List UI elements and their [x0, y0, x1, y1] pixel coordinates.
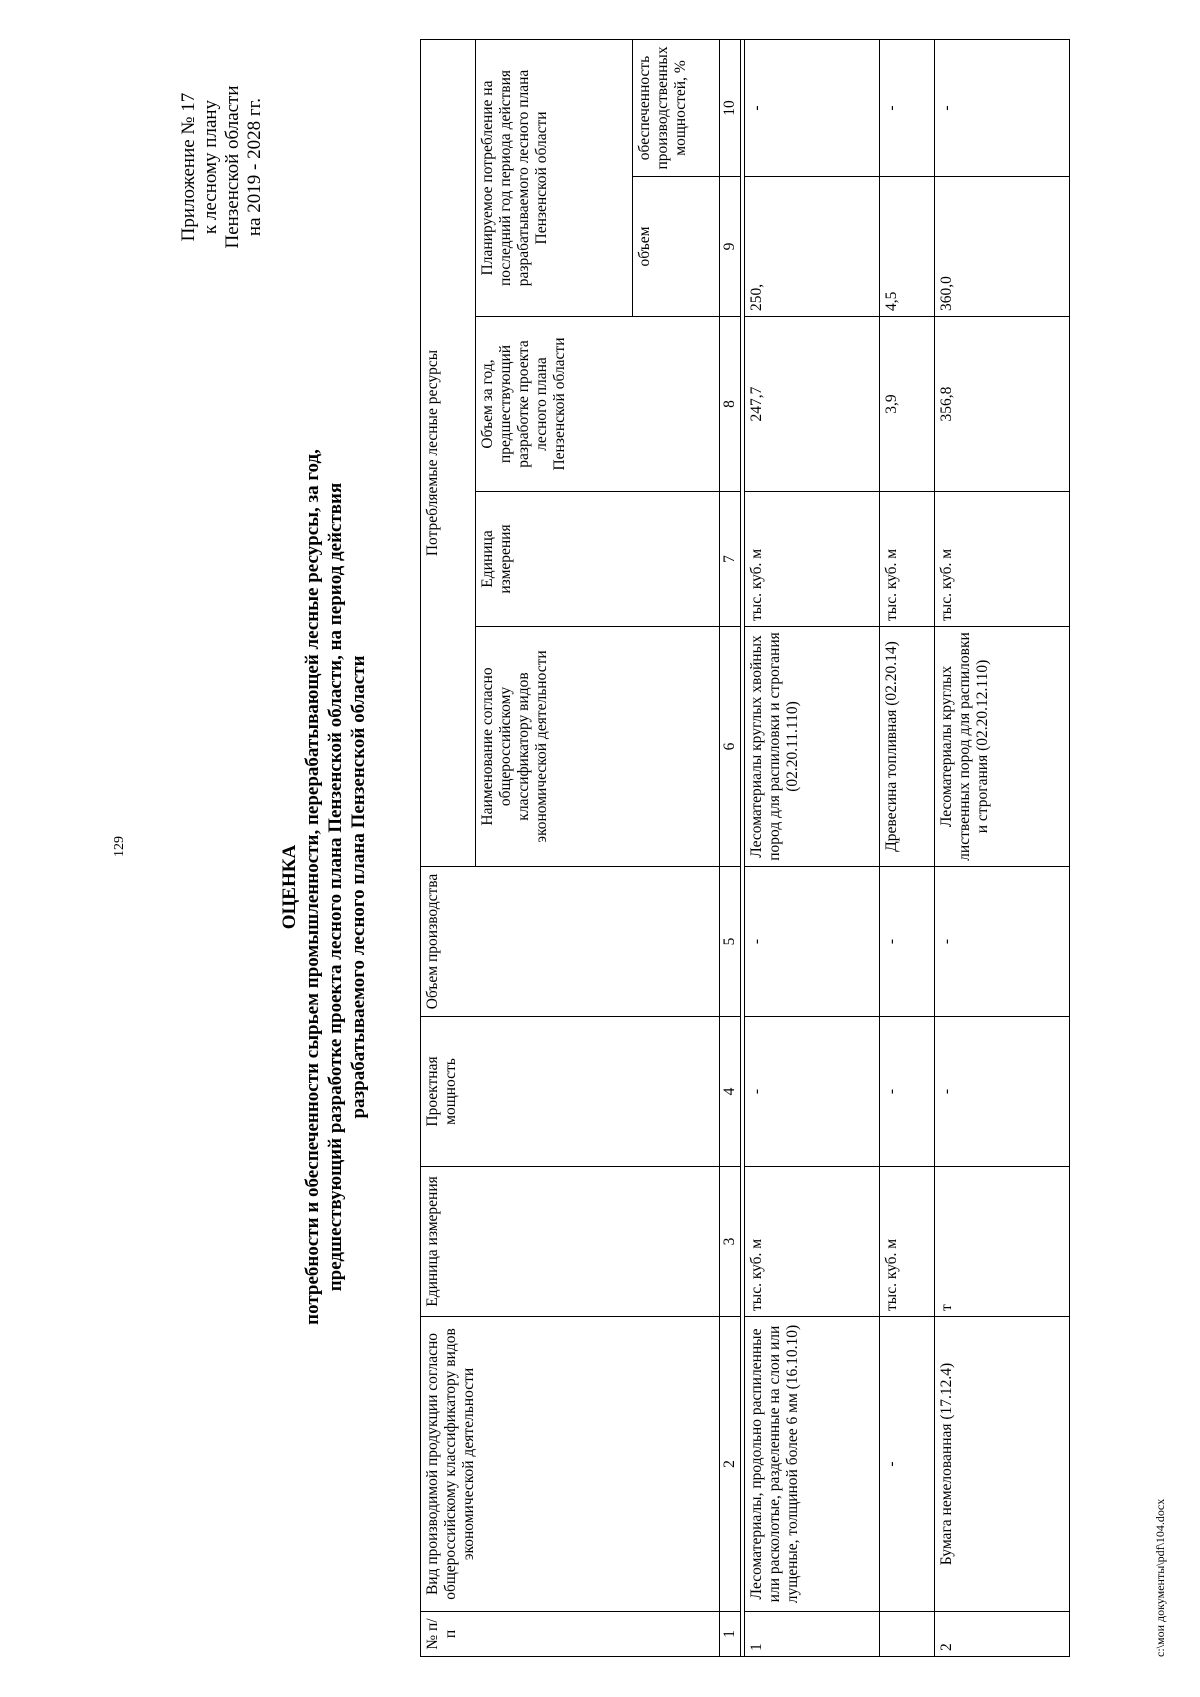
row-classifier-name: Древесина топливная (02.20.14): [879, 627, 934, 867]
row-provision: -: [745, 39, 880, 176]
row-planned-volume: 360,0: [935, 177, 1070, 317]
column-number-5: 5: [720, 867, 741, 1017]
row-volume: -: [745, 867, 880, 1017]
table-row: [879, 39, 934, 1656]
header-prev-volume: Объем за год, предшествующий разработке проекта лесного плана Пензенской области: [476, 317, 720, 492]
header-classifier-name: Наименование согласно общероссийскому классификатору видов экономической деятельности: [476, 627, 720, 867]
assessment-table: [420, 39, 1070, 1657]
row-num: 1: [745, 1612, 880, 1657]
column-number-6: 6: [720, 627, 741, 867]
document-title: [278, 217, 370, 1557]
column-number-10: 10: [720, 39, 741, 176]
column-number-9: 9: [720, 177, 741, 317]
header-unit: Единица измерения: [421, 1167, 720, 1317]
title-heading: ОЦЕНКА: [279, 844, 300, 930]
row-planned-volume: 250,: [745, 177, 880, 317]
title-line-1: потребности и обеспеченности сырьем промышленности, перерабатывающей лесные ресурсы, за год,: [302, 449, 323, 1325]
row-product: Бумага немелованная (17.12.4): [935, 1317, 1070, 1612]
header-capacity: Проектная мощность: [421, 1017, 720, 1167]
row-product: Лесоматериалы, продольно распиленные или расколотые, разделенные на слои или лущеные, толщиной более 6 мм (16.10.10): [745, 1317, 880, 1612]
page-number: 129: [112, 836, 127, 857]
column-number-7: 7: [720, 492, 741, 627]
header-product-type: Вид производимой продукции согласно общероссийскому классификатору видов экономической деятельности: [421, 1317, 720, 1612]
row-classifier-name: Лесоматериалы круглых хвойных пород для распиловки и строгания (02.20.11.110): [745, 627, 880, 867]
appendix-note: [178, 17, 266, 317]
title-line-2: предшествующий разработке проекта лесного плана Пензенской области, на период действия: [325, 482, 346, 1292]
column-number-3: 3: [720, 1167, 741, 1317]
row-prev-volume: 356,8: [935, 317, 1070, 492]
header-volume: Объем производства: [421, 867, 720, 1017]
footer-file-path: c:\мои документы\pdf\104.docx: [1153, 1498, 1167, 1657]
row-num: [879, 1612, 934, 1657]
column-number-row: [720, 39, 741, 1656]
row-unit: т: [935, 1167, 1070, 1317]
row-num: 2: [935, 1612, 1070, 1657]
row-consumed-unit: тыс. куб. м: [935, 492, 1070, 627]
column-number-2: 2: [720, 1317, 741, 1612]
row-consumed-unit: тыс. куб. м: [745, 492, 880, 627]
header-planned-consumption: Планируемое потребление на последний год периода действия разрабатываемого лесного плана Пензенской области: [476, 39, 633, 316]
row-volume: -: [879, 867, 934, 1017]
column-number-4: 4: [720, 1017, 741, 1167]
header-provision: обеспеченность производственных мощностей, %: [633, 39, 720, 176]
appendix-line-2: к лесному плану: [200, 99, 221, 235]
column-number-8: 8: [720, 317, 741, 492]
row-capacity: -: [935, 1017, 1070, 1167]
row-volume: -: [935, 867, 1070, 1017]
row-classifier-name: Лесоматериалы круглых лиственных пород для распиловки и строгания (02.20.12.110): [935, 627, 1070, 867]
row-consumed-unit: тыс. куб. м: [879, 492, 934, 627]
row-unit: тыс. куб. м: [745, 1167, 880, 1317]
row-provision: -: [879, 39, 934, 176]
header-planned-volume: объем: [633, 177, 720, 317]
header-consumed-resources: Потребляемые лесные ресурсы: [421, 39, 476, 866]
appendix-line-1: Приложение № 17: [178, 92, 199, 242]
row-unit: тыс. куб. м: [879, 1167, 934, 1317]
table-row: [935, 39, 1070, 1656]
appendix-line-3: Пензенской области: [222, 85, 243, 249]
row-capacity: -: [745, 1017, 880, 1167]
row-planned-volume: 4,5: [879, 177, 934, 317]
row-prev-volume: 247,7: [745, 317, 880, 492]
appendix-line-4: на 2019 - 2028 гг.: [244, 97, 265, 237]
row-capacity: -: [879, 1017, 934, 1167]
row-prev-volume: 3,9: [879, 317, 934, 492]
header-consumed-unit: Единица измерения: [476, 492, 720, 627]
row-product: -: [879, 1317, 934, 1612]
title-line-3: разрабатываемого лесного плана Пензенской области: [348, 655, 369, 1119]
column-number-1: 1: [720, 1612, 741, 1657]
table-row: [745, 39, 880, 1656]
header-num: № п/п: [421, 1612, 720, 1657]
row-provision: -: [935, 39, 1070, 176]
